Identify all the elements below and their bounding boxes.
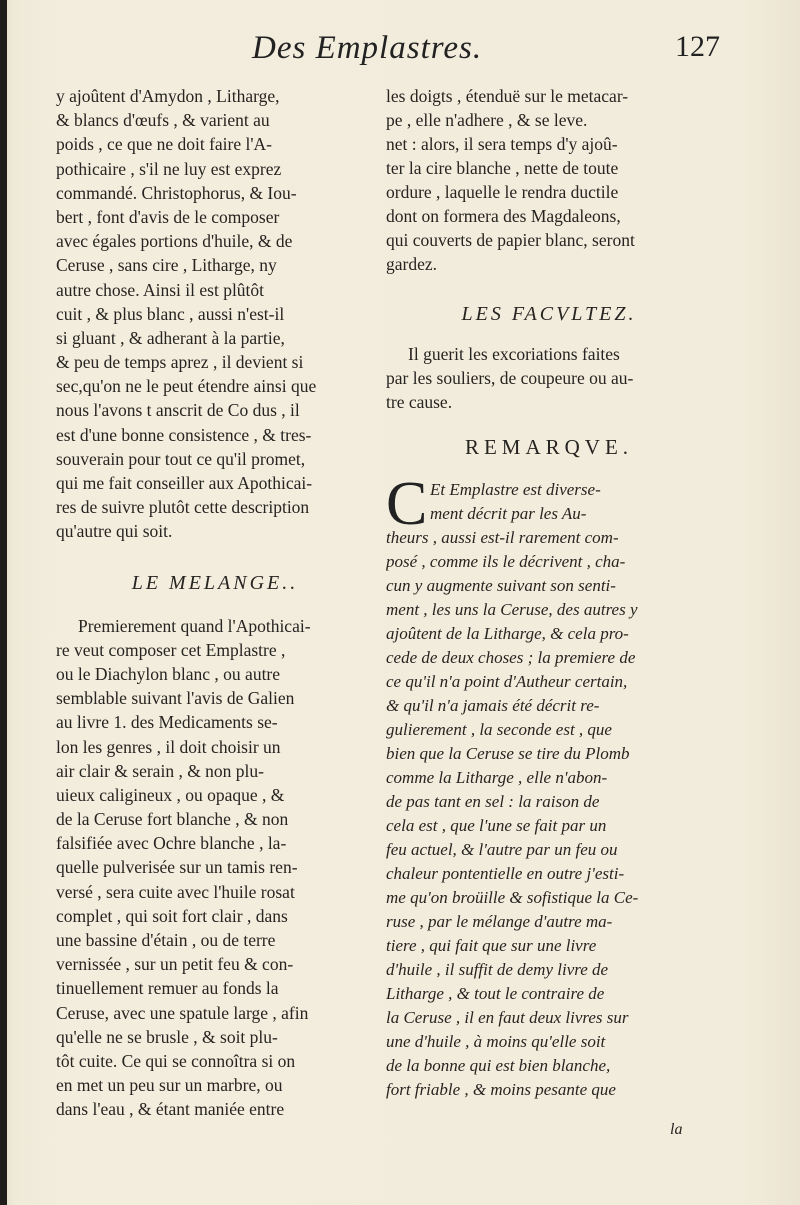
text-line: & qu'il n'a jamais été décrit re- — [386, 696, 600, 715]
text-line: ce qu'il n'a point d'Autheur certain, — [386, 672, 628, 691]
text-line: Litharge , & tout le contraire de — [386, 984, 605, 1003]
text-line: nous l'avons t anscrit de Co dus , il — [56, 400, 300, 421]
text-line: complet , qui soit fort clair , dans — [56, 905, 288, 926]
text-line: lon les genres , il doit choisir un — [56, 736, 281, 757]
text-line: net : alors, il sera temps d'y ajoû- — [386, 134, 618, 154]
text-line: quelle pulverisée sur un tamis ren- — [56, 857, 298, 878]
catchword: la — [670, 1121, 683, 1138]
text-line: pe , elle n'adhere , & se leve. — [386, 110, 588, 130]
text-line: me qu'on broüille & sofistique la Ce- — [386, 888, 639, 907]
text-line: Il guerit les excoriations faites — [408, 344, 620, 364]
text-line: ordure , laquelle le rendra ductile — [386, 182, 619, 202]
text-line: qu'elle ne se brusle , & soit plu- — [56, 1026, 278, 1047]
text-line: versé , sera cuite avec l'huile rosat — [56, 881, 295, 902]
text-line: tinuellement remuer au fonds la — [56, 978, 279, 999]
text-line: chaleur pontentielle en outre j'esti- — [386, 864, 625, 883]
text-line: & peu de temps aprez , il devient si — [56, 352, 304, 373]
paragraph-continuation-right — [386, 84, 712, 276]
drop-cap: C — [386, 470, 428, 538]
text-line: ruse , par le mélange d'autre ma- — [386, 912, 613, 931]
text-line: cun y augmente suivant son senti- — [386, 576, 616, 595]
text-line: pothicaire , s'il ne luy est exprez — [56, 158, 282, 179]
text-line: sec,qu'on ne le peut étendre ainsi que — [56, 376, 317, 397]
text-line: semblable suivant l'avis de Galien — [56, 688, 295, 709]
text-line: fort friable , & moins pesante que — [386, 1080, 616, 1099]
text-line: qui me fait conseiller aux Apothicai- — [56, 473, 313, 493]
text-line: ou le Diachylon blanc , ou autre — [56, 663, 281, 684]
text-line: gardez. — [386, 254, 438, 274]
text-line: gulierement , la seconde est , que — [386, 720, 612, 739]
text-line: dans l'eau , & étant maniée entre — [56, 1099, 285, 1120]
text-line: une d'huile , à moins qu'elle soit — [386, 1032, 606, 1051]
running-title: Des Emplastres. — [252, 30, 483, 66]
text-line: commandé. Christophorus, & Iou- — [56, 182, 297, 203]
text-line: de la bonne qui est bien blanche, — [386, 1056, 611, 1075]
text-line: Ceruse, avec une spatule large , afin — [56, 1002, 309, 1023]
text-line: de la Ceruse fort blanche , & non — [56, 809, 289, 830]
paragraph-continuation — [56, 84, 374, 544]
text-line: ajoûtent de la Litharge, & cela pro- — [386, 624, 629, 643]
text-line: qui couverts de papier blanc, seront — [386, 230, 635, 250]
text-line: la Ceruse , il en faut deux livres sur — [386, 1008, 629, 1027]
text-line: Et Emplastre est diverse- — [430, 480, 601, 499]
text-line: vernissée , sur un petit feu & con- — [56, 954, 294, 975]
text-line: souverain pour tout ce qu'il promet, — [56, 448, 306, 469]
section-heading-facultez: LES FACVLTEZ. — [461, 303, 637, 325]
text-line: ment , les uns la Ceruse, des autres y — [386, 600, 638, 619]
text-line: en met un peu sur un marbre, ou — [56, 1075, 283, 1096]
text-line: bien que la Ceruse se tire du Plomb — [386, 744, 630, 763]
text-line: les doigts , étenduë sur le metacar- — [386, 86, 629, 106]
text-line: ment décrit par les Au- — [430, 504, 587, 523]
text-line: feu actuel, & l'autre par un feu ou — [386, 840, 618, 859]
page-number: 127 — [675, 30, 720, 63]
text-line: comme la Litharge , elle n'abon- — [386, 768, 608, 787]
paragraph-facultez — [386, 342, 712, 414]
text-line: cuit , & plus blanc , aussi n'est-il — [56, 303, 285, 324]
text-line: falsifiée avec Ochre blanche , la- — [56, 833, 287, 854]
text-line: y ajoûtent d'Amydon , Litharge, — [56, 86, 280, 106]
text-line: re veut composer cet Emplastre , — [56, 639, 286, 660]
section-heading-remarque: REMARQVE. — [464, 435, 634, 459]
text-line: theurs , aussi est-il rarement com- — [386, 528, 619, 547]
text-line: tiere , qui fait que sur une livre — [386, 936, 597, 955]
text-line: ter la cire blanche , nette de toute — [386, 158, 619, 178]
text-line: est d'une bonne consistence , & tres- — [56, 424, 312, 445]
text-line: cede de deux choses ; la premiere de — [386, 648, 636, 667]
text-line: tre cause. — [386, 392, 453, 412]
text-line: poids , ce que ne doit faire l'A- — [56, 134, 272, 155]
binding-gutter — [0, 0, 7, 1205]
text-line: autre chose. Ainsi il est plûtôt — [56, 279, 265, 300]
right-column — [386, 84, 712, 1102]
text-line: si gluant , & adherant à la partie, — [56, 327, 285, 348]
text-line: dont on formera des Magdaleons, — [386, 206, 621, 226]
text-line: avec égales portions d'huile, & de — [56, 231, 293, 252]
text-line: de pas tant en sel : la raison de — [386, 792, 600, 811]
text-line: tôt cuite. Ce qui se connoîtra si on — [56, 1050, 296, 1071]
text-line: uieux caligineux , ou opaque , & — [56, 784, 285, 805]
text-line: au livre 1. des Medicaments se- — [56, 712, 278, 733]
text-line: cela est , que l'une se fait par un — [386, 816, 607, 835]
left-column — [56, 84, 374, 1122]
text-line: posé , comme ils le décrivent , cha- — [386, 552, 626, 571]
text-line: qu'autre qui soit. — [56, 521, 173, 542]
text-line: air clair & serain , & non plu- — [56, 760, 264, 781]
text-line: d'huile , il suffit de demy livre de — [386, 960, 609, 979]
section-heading-melange: LE MELANGE.. — [131, 571, 299, 594]
text-line: Premierement quand l'Apothicai- — [78, 615, 311, 636]
text-line: res de suivre plutôt cette description — [56, 497, 310, 518]
text-line: une bassine d'étain , ou de terre — [56, 930, 276, 950]
text-line: & blancs d'œufs , & varient au — [56, 110, 270, 131]
text-line: Ceruse , sans cire , Litharge, ny — [56, 255, 277, 276]
paragraph-melange — [56, 614, 374, 1122]
paragraph-remarque — [386, 470, 712, 1102]
text-line: par les souliers, de coupeure ou au- — [386, 368, 634, 388]
text-line: bert , font d'avis de le composer — [56, 206, 280, 227]
